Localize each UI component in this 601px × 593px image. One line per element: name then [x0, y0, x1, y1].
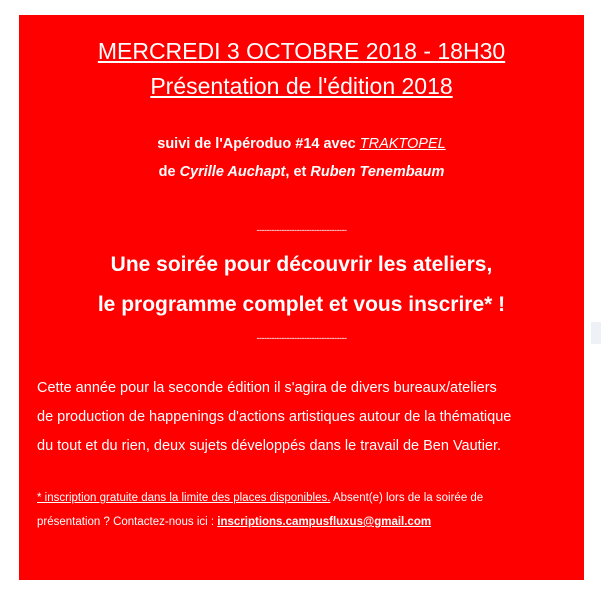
separator-bottom: ------------------------------------: [256, 333, 347, 343]
traktopel-link[interactable]: TRAKTOPEL: [359, 136, 446, 152]
description-line-1: Cette année pour la seconde édition il s'agira de divers bureaux/ateliers: [37, 380, 497, 396]
page-edge-fragment: [591, 322, 601, 344]
artist-cyrille-auchapt: Cyrille Auchapt: [179, 164, 286, 180]
contact-text: présentation ? Contactez-nous ici :: [37, 516, 218, 528]
artists-de: de: [158, 164, 180, 180]
artist-ruben-tenembaum: Ruben Tenembaum: [310, 164, 445, 180]
separator-top: ------------------------------------: [256, 225, 347, 235]
aperoduo-line: [19, 135, 584, 153]
footnote-line-1: [37, 491, 483, 505]
artists-line: [19, 163, 584, 181]
event-date-heading: MERCREDI 3 OCTOBRE 2018 - 18H30: [97, 38, 506, 64]
absent-text: Absent(e) lors de la soirée de: [330, 492, 484, 504]
event-announcement-panel: [19, 15, 584, 580]
aperoduo-prefix: suivi de l'Apéroduo #14 avec: [157, 136, 360, 152]
edition-presentation-heading: Présentation de l'édition 2018: [150, 73, 453, 99]
registration-email-link[interactable]: inscriptions.campusfluxus@gmail.com: [217, 516, 432, 528]
artists-comma-et: , et: [285, 164, 311, 180]
description-line-3: du tout et du rien, deux sujets développés dans le travail de Ben Vautier.: [37, 438, 502, 454]
free-registration-notice: * inscription gratuite dans la limite des places disponibles.: [37, 492, 331, 504]
description-line-2: de production de happenings d'actions artistiques autour de la thématique: [37, 409, 512, 425]
headline-line-2: le programme complet et vous inscrire* !: [97, 293, 506, 316]
headline-line-1: Une soirée pour découvrir les ateliers,: [110, 253, 493, 276]
footnote-line-2: [37, 515, 431, 529]
